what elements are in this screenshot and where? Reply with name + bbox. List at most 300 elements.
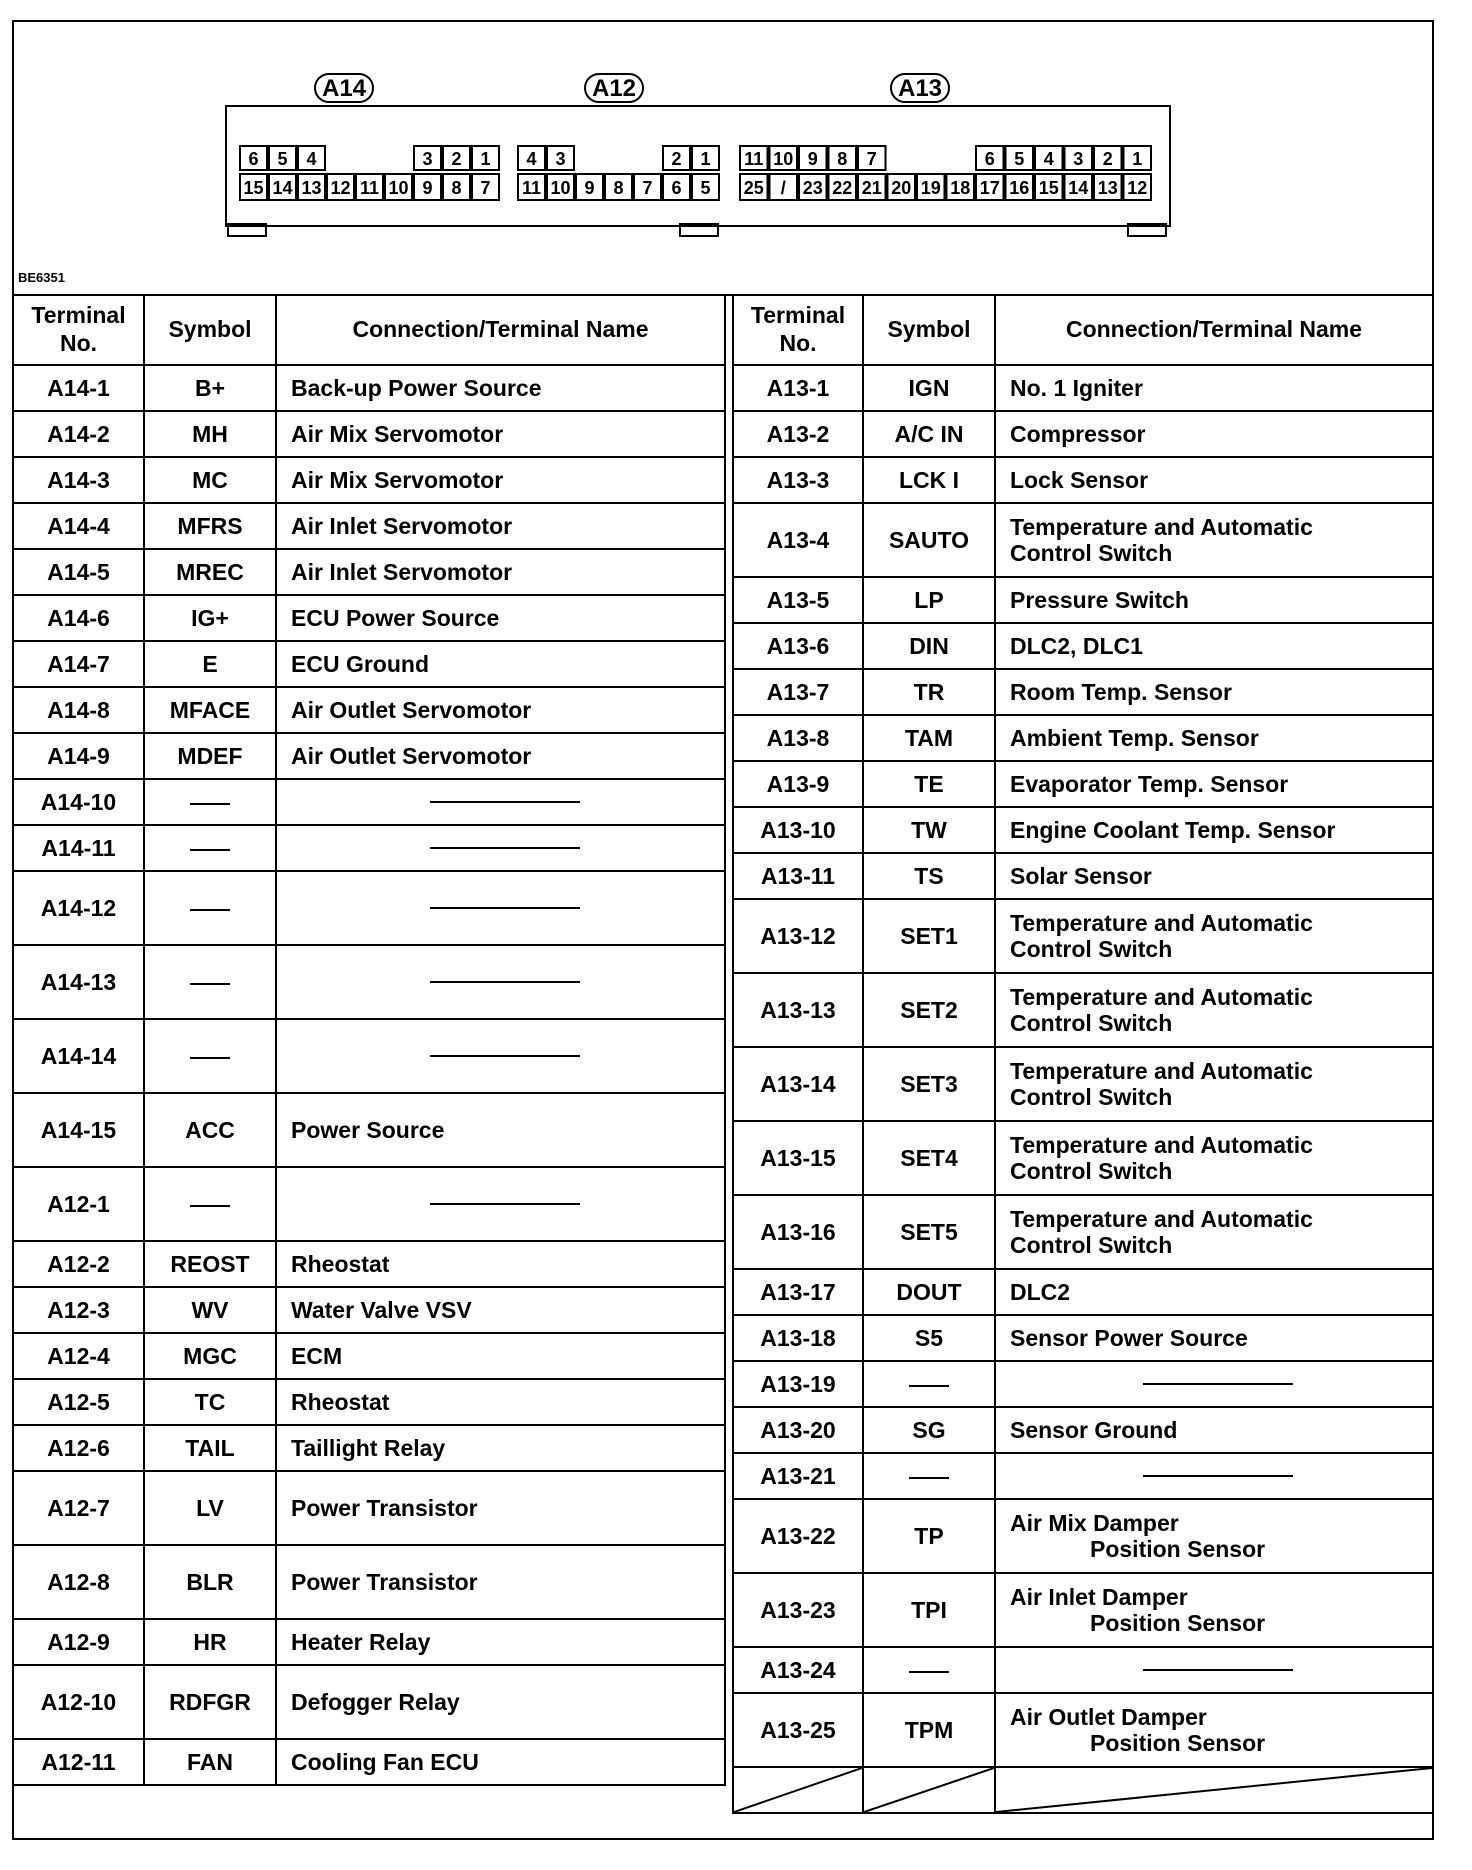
table-row (733, 899, 1432, 973)
pin-number: 25 (743, 178, 764, 198)
pin-number: 8 (613, 178, 624, 198)
terminal-no: A13-7 (733, 669, 863, 715)
terminal-no: A14-15 (14, 1093, 144, 1167)
pin-number: 18 (950, 178, 971, 198)
table-row (733, 411, 1432, 457)
connection-name-line1: DLC2 (1010, 1279, 1071, 1305)
connection-name (995, 503, 1432, 577)
connection-name (276, 1167, 725, 1241)
connector-face-drawing (14, 22, 1432, 294)
terminal-no: A13-2 (733, 411, 863, 457)
pin-number: 7 (642, 178, 653, 198)
pin-number: 10 (550, 178, 571, 198)
terminal-symbol: BLR (144, 1545, 276, 1619)
connector-label: A14 (321, 75, 367, 102)
terminal-no: A12-10 (14, 1665, 144, 1739)
connection-name (995, 1269, 1432, 1315)
table-row (733, 853, 1432, 899)
pin-number: 5 (700, 178, 711, 198)
connection-name-line1: Air Outlet Servomotor (291, 697, 532, 723)
pin-number: 6 (248, 149, 259, 169)
terminal-no: A13-10 (733, 807, 863, 853)
symbol-dash (909, 1477, 949, 1479)
table-row (14, 1379, 725, 1425)
terminal-symbol: MGC (144, 1333, 276, 1379)
connection-name (995, 623, 1432, 669)
terminal-symbol: SET2 (863, 973, 995, 1047)
connection-name-line1: Air Outlet Damper (1010, 1704, 1207, 1730)
table-row (14, 1167, 725, 1241)
connection-name (995, 365, 1432, 411)
terminal-symbol: ACC (144, 1093, 276, 1167)
connection-name (276, 945, 725, 1019)
terminal-no: A14-11 (14, 825, 144, 871)
terminal-symbol: LP (863, 577, 995, 623)
pin-number: 10 (388, 178, 409, 198)
connection-name-line1: Cooling Fan ECU (291, 1749, 479, 1775)
terminal-no: A13-16 (733, 1195, 863, 1269)
terminal-no: A12-2 (14, 1241, 144, 1287)
terminal-symbol: E (144, 641, 276, 687)
terminal-symbol: MREC (144, 549, 276, 595)
table-row (733, 623, 1432, 669)
name-dash (430, 981, 580, 983)
header-terminal-no: Terminal No. (733, 294, 863, 365)
table-row (14, 1333, 725, 1379)
pin-number: 3 (422, 149, 433, 169)
table-row (14, 1545, 725, 1619)
table-row (14, 871, 725, 945)
connection-name (276, 871, 725, 945)
connection-name-line1: Air Inlet Servomotor (291, 513, 513, 539)
terminal-symbol: MFACE (144, 687, 276, 733)
terminal-symbol (863, 1453, 995, 1499)
pin-number: 1 (700, 149, 711, 169)
terminal-symbol: FAN (144, 1739, 276, 1785)
name-dash (1143, 1383, 1293, 1385)
terminal-symbol: B+ (144, 365, 276, 411)
connection-name (995, 1407, 1432, 1453)
connection-name (995, 1647, 1432, 1693)
header-terminal-no: Terminal No. (14, 294, 144, 365)
connection-name (995, 761, 1432, 807)
connection-name (995, 1499, 1432, 1573)
connection-name (276, 1739, 725, 1785)
table-row (14, 945, 725, 1019)
connection-name-line1: Solar Sensor (1010, 863, 1152, 889)
terminal-symbol: TPI (863, 1573, 995, 1647)
terminal-no: A12-4 (14, 1333, 144, 1379)
pinout-frame (12, 20, 1434, 1840)
terminal-symbol: MFRS (144, 503, 276, 549)
table-row (14, 779, 725, 825)
connection-name-line1: Temperature and Automatic (1010, 984, 1313, 1010)
table-row (733, 715, 1432, 761)
terminal-no: A12-1 (14, 1167, 144, 1241)
pin-number: 10 (773, 149, 794, 169)
name-dash (430, 1203, 580, 1205)
pin-number: 1 (1132, 149, 1143, 169)
table-row (733, 1315, 1432, 1361)
connection-name-line1: Power Transistor (291, 1495, 478, 1521)
header-symbol: Symbol (863, 294, 995, 365)
pin-number: 2 (1102, 149, 1113, 169)
terminal-no: A14-3 (14, 457, 144, 503)
table-row (14, 1019, 725, 1093)
terminal-no: A13-3 (733, 457, 863, 503)
connection-name (276, 503, 725, 549)
terminal-no: A14-2 (14, 411, 144, 457)
connection-name-line1: Engine Coolant Temp. Sensor (1010, 817, 1336, 843)
connection-name (276, 1471, 725, 1545)
terminal-no: A13-9 (733, 761, 863, 807)
pin-number: 12 (330, 178, 351, 198)
terminal-symbol: TPM (863, 1693, 995, 1767)
terminal-no: A14-13 (14, 945, 144, 1019)
pin-number: / (780, 178, 786, 198)
table-row (14, 1287, 725, 1333)
header-row (14, 294, 725, 365)
terminal-symbol: SET3 (863, 1047, 995, 1121)
connection-name (995, 411, 1432, 457)
terminal-symbol: MC (144, 457, 276, 503)
pin-number: 14 (1068, 178, 1089, 198)
table-row (733, 1361, 1432, 1407)
table-row (14, 1665, 725, 1739)
terminal-symbol (144, 871, 276, 945)
connection-name-line1: Power Transistor (291, 1569, 478, 1595)
pin-number: 16 (1009, 178, 1030, 198)
terminal-symbol: IGN (863, 365, 995, 411)
terminal-symbol: LCK I (863, 457, 995, 503)
connection-name (276, 1019, 725, 1093)
terminal-symbol: TAIL (144, 1425, 276, 1471)
connection-name (276, 1379, 725, 1425)
pin-number: 3 (1073, 149, 1084, 169)
connection-name-line1: No. 1 Igniter (1010, 375, 1143, 401)
pin-number: 4 (526, 149, 537, 169)
symbol-dash (190, 1057, 230, 1059)
table-row (14, 457, 725, 503)
connection-name (995, 1361, 1432, 1407)
connection-name-line1: Power Source (291, 1117, 445, 1143)
symbol-dash (909, 1671, 949, 1673)
connection-name (995, 973, 1432, 1047)
table-row (14, 503, 725, 549)
connection-name (995, 457, 1432, 503)
connection-name-line1: Air Outlet Servomotor (291, 743, 532, 769)
pin-number: 11 (359, 178, 380, 198)
table-row (14, 549, 725, 595)
connection-name-line1: Defogger Relay (291, 1689, 460, 1715)
connection-name (276, 825, 725, 871)
terminal-symbol (863, 1647, 995, 1693)
table-row (14, 1619, 725, 1665)
terminal-no: A13-18 (733, 1315, 863, 1361)
header-row (733, 294, 1432, 365)
connection-name-line2: Control Switch (1010, 540, 1173, 566)
terminal-symbol: MDEF (144, 733, 276, 779)
terminal-no: A12-6 (14, 1425, 144, 1471)
terminal-no: A14-6 (14, 595, 144, 641)
connection-name (995, 715, 1432, 761)
connection-name-line2: Position Sensor (1090, 1610, 1266, 1636)
connection-name (276, 1619, 725, 1665)
connection-name (276, 365, 725, 411)
connector-label: A12 (591, 75, 637, 102)
pin-number: 5 (277, 149, 288, 169)
pin-number: 13 (1097, 178, 1118, 198)
terminal-symbol: IG+ (144, 595, 276, 641)
connection-name-line1: Air Mix Damper (1010, 1510, 1179, 1536)
connection-name (995, 1453, 1432, 1499)
terminal-no: A14-12 (14, 871, 144, 945)
pin-number: 15 (1038, 178, 1059, 198)
terminal-no: A12-7 (14, 1471, 144, 1545)
table-row (733, 807, 1432, 853)
terminal-symbol (144, 825, 276, 871)
symbol-dash (909, 1385, 949, 1387)
table-row (14, 411, 725, 457)
terminal-no: A14-14 (14, 1019, 144, 1093)
connection-name (995, 1047, 1432, 1121)
table-row (733, 973, 1432, 1047)
connection-name (276, 1333, 725, 1379)
crossed-out-cell (863, 1767, 995, 1813)
terminal-no: A13-1 (733, 365, 863, 411)
table-row (14, 1241, 725, 1287)
terminal-no: A13-12 (733, 899, 863, 973)
terminal-no: A14-5 (14, 549, 144, 595)
terminal-table-left (14, 294, 726, 1786)
symbol-dash (190, 1205, 230, 1207)
figure-code: BE6351 (18, 270, 65, 285)
connection-name-line2: Position Sensor (1090, 1536, 1266, 1562)
terminal-no: A13-15 (733, 1121, 863, 1195)
terminal-symbol: SET4 (863, 1121, 995, 1195)
connection-name (995, 1693, 1432, 1767)
terminal-no: A13-22 (733, 1499, 863, 1573)
connection-name-line1: Air Inlet Servomotor (291, 559, 513, 585)
terminal-no: A13-14 (733, 1047, 863, 1121)
terminal-symbol: WV (144, 1287, 276, 1333)
name-dash (430, 801, 580, 803)
terminal-symbol: MH (144, 411, 276, 457)
terminal-symbol (144, 779, 276, 825)
table-row (733, 1573, 1432, 1647)
table-row (733, 1047, 1432, 1121)
connection-name-line1: Water Valve VSV (291, 1297, 472, 1323)
terminal-symbol: S5 (863, 1315, 995, 1361)
table-row (733, 1121, 1432, 1195)
terminal-no: A13-24 (733, 1647, 863, 1693)
pin-number: 2 (671, 149, 682, 169)
table-row (733, 1195, 1432, 1269)
terminal-symbol: DIN (863, 623, 995, 669)
connection-name-line1: Rheostat (291, 1251, 390, 1277)
name-dash (1143, 1669, 1293, 1671)
terminal-symbol: SET5 (863, 1195, 995, 1269)
symbol-dash (190, 909, 230, 911)
connection-name-line1: Temperature and Automatic (1010, 910, 1313, 936)
connection-name (276, 687, 725, 733)
table-row (733, 1407, 1432, 1453)
connection-name-line1: Taillight Relay (291, 1435, 446, 1461)
connector-housing (226, 106, 1170, 226)
connection-name-line2: Position Sensor (1090, 1730, 1266, 1756)
pin-number: 3 (555, 149, 566, 169)
symbol-dash (190, 849, 230, 851)
table-row (14, 595, 725, 641)
connection-name-line2: Control Switch (1010, 1158, 1173, 1184)
terminal-no: A12-8 (14, 1545, 144, 1619)
connection-name (276, 411, 725, 457)
pin-number: 9 (807, 149, 818, 169)
pin-number: 9 (584, 178, 595, 198)
table-row (14, 1471, 725, 1545)
connection-name (276, 1425, 725, 1471)
connection-name (276, 595, 725, 641)
table-row (733, 1647, 1432, 1693)
terminal-no: A13-4 (733, 503, 863, 577)
terminal-symbol (863, 1361, 995, 1407)
symbol-dash (190, 983, 230, 985)
connection-name-line1: Temperature and Automatic (1010, 1132, 1313, 1158)
pin-number: 7 (480, 178, 491, 198)
terminal-symbol: SAUTO (863, 503, 995, 577)
connection-name-line1: Rheostat (291, 1389, 390, 1415)
table-row (733, 1269, 1432, 1315)
table-row (733, 577, 1432, 623)
connection-name-line1: Temperature and Automatic (1010, 514, 1313, 540)
connection-name-line2: Control Switch (1010, 1232, 1173, 1258)
header-connection-name: Connection/Terminal Name (276, 294, 725, 365)
terminal-no: A13-5 (733, 577, 863, 623)
connector-diagram (14, 22, 1432, 296)
pin-number: 12 (1127, 178, 1148, 198)
connection-name (276, 1665, 725, 1739)
terminal-no: A13-11 (733, 853, 863, 899)
connection-name (995, 899, 1432, 973)
table-row (733, 761, 1432, 807)
table-row (733, 457, 1432, 503)
pin-number: 4 (306, 149, 317, 169)
pin-number: 9 (422, 178, 433, 198)
terminal-no: A13-17 (733, 1269, 863, 1315)
terminal-no: A13-21 (733, 1453, 863, 1499)
terminal-symbol: SET1 (863, 899, 995, 973)
pin-number: 8 (837, 149, 848, 169)
terminal-symbol: TP (863, 1499, 995, 1573)
connection-name (995, 853, 1432, 899)
connection-name (276, 779, 725, 825)
terminal-symbol: RDFGR (144, 1665, 276, 1739)
terminal-symbol: TC (144, 1379, 276, 1425)
connection-name-line1: Compressor (1010, 421, 1146, 447)
terminal-symbol: TW (863, 807, 995, 853)
table-row (14, 825, 725, 871)
pin-number: 15 (243, 178, 264, 198)
connector-label: A13 (897, 75, 943, 102)
pin-number: 6 (984, 149, 995, 169)
pin-number: 7 (866, 149, 877, 169)
pin-number: 19 (920, 178, 941, 198)
connection-name-line1: Ambient Temp. Sensor (1010, 725, 1259, 751)
name-dash (1143, 1475, 1293, 1477)
connection-name (995, 1573, 1432, 1647)
connection-name-line1: ECU Power Source (291, 605, 500, 631)
connection-name-line2: Control Switch (1010, 936, 1173, 962)
terminal-no: A13-23 (733, 1573, 863, 1647)
terminal-no: A12-9 (14, 1619, 144, 1665)
empty-row (733, 1767, 1432, 1813)
connection-name (995, 807, 1432, 853)
table-row (14, 1425, 725, 1471)
table-row (733, 1499, 1432, 1573)
terminal-symbol: LV (144, 1471, 276, 1545)
connection-name (995, 1121, 1432, 1195)
name-dash (430, 847, 580, 849)
terminal-symbol (144, 1019, 276, 1093)
connection-name (276, 1241, 725, 1287)
terminal-no: A14-1 (14, 365, 144, 411)
connection-name-line1: ECM (291, 1343, 343, 1369)
pin-number: 23 (802, 178, 823, 198)
terminal-no: A14-8 (14, 687, 144, 733)
terminal-symbol: HR (144, 1619, 276, 1665)
table-row (733, 365, 1432, 411)
terminal-table-right (732, 294, 1432, 1814)
terminal-symbol: DOUT (863, 1269, 995, 1315)
pin-number: 11 (521, 178, 542, 198)
terminal-no: A13-25 (733, 1693, 863, 1767)
crossed-out-cell (995, 1767, 1432, 1813)
connection-name-line1: Temperature and Automatic (1010, 1058, 1313, 1084)
connection-name-line1: Temperature and Automatic (1010, 1206, 1313, 1232)
connection-name-line1: Evaporator Temp. Sensor (1010, 771, 1289, 797)
pin-number: 1 (480, 149, 491, 169)
terminal-symbol: REOST (144, 1241, 276, 1287)
connection-name-line1: DLC2, DLC1 (1010, 633, 1143, 659)
connection-name-line1: Sensor Power Source (1010, 1325, 1248, 1351)
connection-name (276, 1287, 725, 1333)
connection-name-line1: Sensor Ground (1010, 1417, 1178, 1443)
terminal-no: A13-19 (733, 1361, 863, 1407)
table-row (733, 1453, 1432, 1499)
connection-name (276, 549, 725, 595)
pin-number: 21 (861, 178, 882, 198)
connection-name-line1: Air Mix Servomotor (291, 467, 504, 493)
terminal-symbol: TS (863, 853, 995, 899)
connection-name (995, 669, 1432, 715)
symbol-dash (190, 803, 230, 805)
pin-number: 4 (1043, 149, 1054, 169)
terminal-symbol: TAM (863, 715, 995, 761)
pin-number: 11 (744, 149, 764, 169)
table-row (14, 1093, 725, 1167)
terminal-no: A13-20 (733, 1407, 863, 1453)
connection-name-line1: Room Temp. Sensor (1010, 679, 1232, 705)
terminal-no: A14-10 (14, 779, 144, 825)
terminal-symbol: TE (863, 761, 995, 807)
table-row (733, 669, 1432, 715)
connection-name-line1: Lock Sensor (1010, 467, 1149, 493)
terminal-symbol: SG (863, 1407, 995, 1453)
terminal-no: A13-8 (733, 715, 863, 761)
table-row (14, 733, 725, 779)
terminal-no: A13-13 (733, 973, 863, 1047)
terminal-no: A14-4 (14, 503, 144, 549)
